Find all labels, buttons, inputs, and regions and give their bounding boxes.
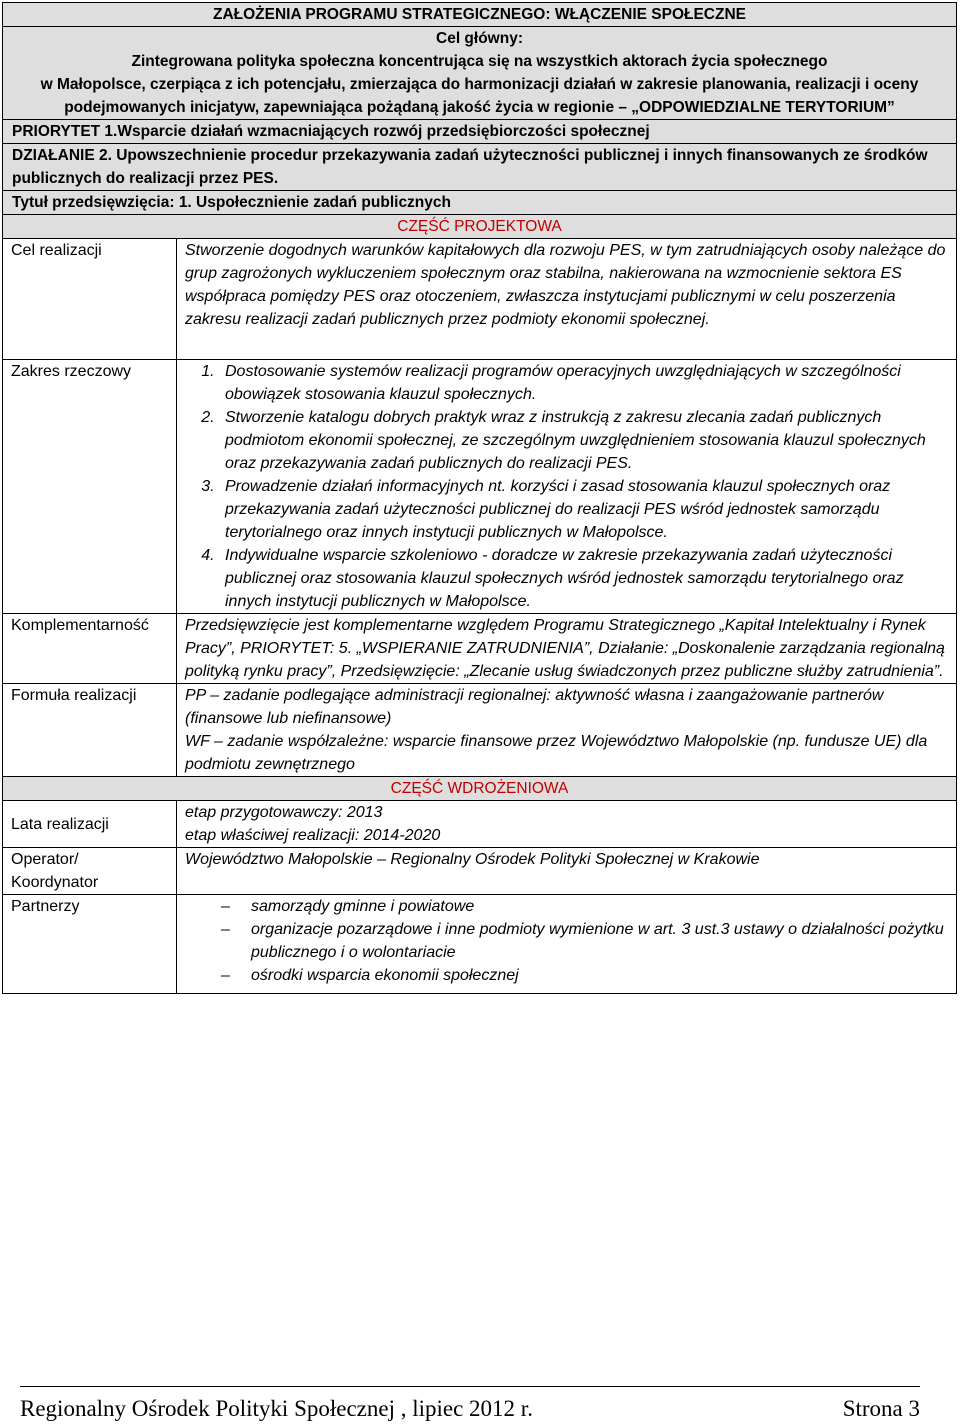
footer-publisher: Regionalny Ośrodek Polityki Społecznej , lipiec 2012 r.	[20, 1396, 533, 1421]
zakres-list	[185, 360, 948, 613]
operator-label: Operator/ Koordynator	[3, 848, 177, 895]
list-item: 1. Dostosowanie systemów realizacji programów operacyjnych uwzględniających w szczególności obowiązek stosowania klauzul społecznych.	[219, 360, 948, 406]
action: DZIAŁANIE 2. Upowszechnienie procedur przekazywania zadań użyteczności publicznej i innych finansowanych ze środków publicznych do realizacji przez PES.	[3, 144, 957, 191]
zakres-label: Zakres rzeczowy	[3, 360, 177, 614]
main-goal	[3, 27, 957, 120]
list-item: – organizacje pozarządowe i inne podmioty wymienione w art. 3 ust.3 ustawy o działalności pożytku publicznego i o wolontariacie	[221, 918, 948, 964]
program-title: ZAŁOŻENIA PROGRAMU STRATEGICZNEGO: WŁĄCZENIE SPOŁECZNE	[3, 3, 957, 27]
section-project: CZĘŚĆ PROJEKTOWA	[3, 215, 957, 239]
lata-prep: etap przygotowawczy: 2013	[185, 804, 383, 821]
section-implementation: CZĘŚĆ WDROŻENIOWA	[3, 777, 957, 801]
formula-wf: WF – zadanie współzależne: wsparcie finansowe przez Województwo Małopolskie (np. fundusze UE) dla podmiotu zewnętrznego	[185, 733, 928, 773]
formula-label: Formuła realizacji	[3, 684, 177, 777]
partnerzy-list	[185, 895, 948, 987]
partnerzy-value	[177, 895, 957, 994]
lata-main: etap właściwej realizacji: 2014-2020	[185, 827, 441, 844]
cel-label: Cel realizacji	[3, 239, 177, 360]
partnerzy-label: Partnerzy	[3, 895, 177, 994]
project-title: Tytuł przedsięwzięcia: 1. Uspołecznienie zadań publicznych	[3, 191, 957, 215]
komplementarnosc-label: Komplementarność	[3, 614, 177, 684]
page-footer	[20, 1386, 920, 1427]
main-goal-line: Zintegrowana polityka społeczna koncentrująca się na wszystkich aktorach życia społecznego	[131, 53, 828, 70]
formula-value	[177, 684, 957, 777]
main-goal-line: podejmowanych inicjatyw, zapewniająca pożądaną jakość życia w regionie – „ODPOWIEDZIALNE TERYTORIUM”	[64, 99, 895, 116]
list-item: 3. Prowadzenie działań informacyjnych nt. korzyści i zasad stosowania klauzul społecznych oraz przekazywania zadań użyteczności publicznej do realizacji PES wśród jednostek samorządu terytorialnego oraz innych instytucji publicznych w Małopolsce.	[219, 475, 948, 544]
list-item: 2. Stworzenie katalogu dobrych praktyk wraz z instrukcją z zakresu zlecania zadań publicznych podmiotom ekonomii społecznej, ze szczególnym uwzględnieniem stosowania klauzul społecznych oraz przekazywania zadań publicznych do realizacji PES.	[219, 406, 948, 475]
strategy-table	[2, 2, 957, 994]
main-goal-line: w Małopolsce, czerpiąca z ich potencjału, zmierzająca do harmonizacji działań w zakresie planowania, realizacji i oceny	[40, 76, 919, 93]
formula-pp: PP – zadanie podlegające administracji regionalnej: aktywność własna i zaangażowanie partnerów (finansowe lub niefinansowe)	[185, 687, 884, 727]
main-goal-label: Cel główny:	[436, 30, 523, 47]
lata-label: Lata realizacji	[3, 801, 177, 848]
zakres-value	[177, 360, 957, 614]
priority: PRIORYTET 1.Wsparcie działań wzmacniających rozwój przedsiębiorczości społecznej	[3, 120, 957, 144]
operator-value: Województwo Małopolskie – Regionalny Ośrodek Polityki Społecznej w Krakowie	[177, 848, 957, 895]
lata-value	[177, 801, 957, 848]
list-item: 4. Indywidualne wsparcie szkoleniowo - doradcze w zakresie przekazywania zadań użyteczności publicznej oraz stosowania klauzul społecznych wśród jednostek samorządu terytorialnego oraz innych instytucji publicznych w Małopolsce.	[219, 544, 948, 613]
komplementarnosc-value: Przedsięwzięcie jest komplementarne względem Programu Strategicznego „Kapitał Intelektualny i Rynek Pracy”, PRIORYTET: 5. „WSPIERANIE ZATRUDNIENIA”, Działanie: „Doskonalenie zarządzania regionalną polityką rynku pracy”, Przedsięwzięcie: „Zlecanie usług świadczonych przez publiczne służby zatrudnienia”.	[177, 614, 957, 684]
page-number: Strona 3	[842, 1396, 920, 1421]
list-item: – samorządy gminne i powiatowe	[221, 895, 948, 918]
cel-value: Stworzenie dogodnych warunków kapitałowych dla rozwoju PES, w tym zatrudniających osoby należące do grup zagrożonych wykluczeniem społecznym oraz stabilna, nakierowana na wzmocnienie sektora ES współpraca pomiędzy PES oraz otoczeniem, zwłaszcza instytucjami publicznymi w celu poszerzenia zakresu realizacji zadań publicznych przez podmioty ekonomii społecznej.	[177, 239, 957, 360]
list-item: – ośrodki wsparcia ekonomii społecznej	[221, 964, 948, 987]
